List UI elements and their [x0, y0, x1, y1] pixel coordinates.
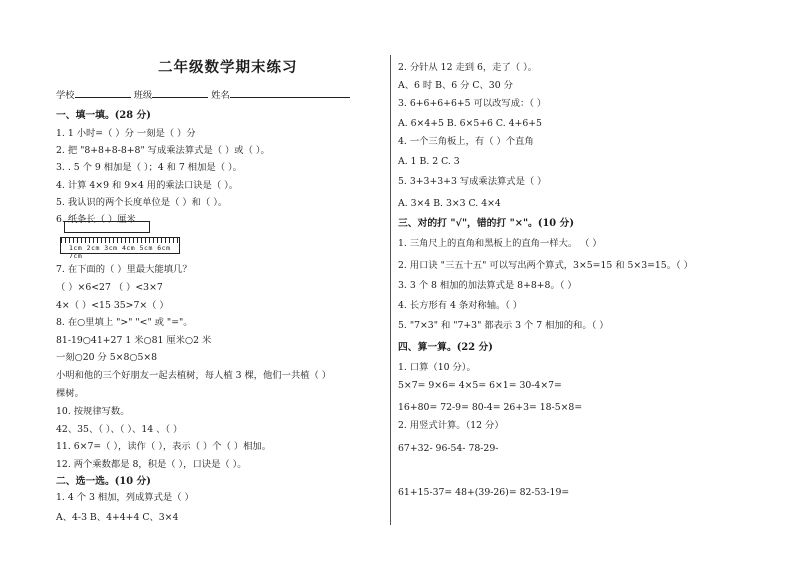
ruler-image — [60, 237, 180, 260]
name-blank[interactable] — [230, 88, 350, 98]
question-line: 棵树。 — [56, 388, 84, 399]
question-line: 11. 6×7=（ ），读作（ ），表示（ ）个（ ）相加。 — [56, 441, 272, 452]
question-line: 3. 3 个 8 相加的加法算式是 8+8+8。（ ） — [398, 280, 577, 291]
question-line: 3. . 5 个 9 相加是（ ）；4 和 7 相加是（ ）。 — [56, 162, 242, 173]
question-line: 小明和他的三个好朋友一起去植树，每人植 3 棵，他们一共植（ ） — [56, 370, 332, 381]
question-line: A、6 时 B、6 分 C、30 分 — [398, 80, 513, 91]
question-line: 1. 口算（10 分）。 — [398, 362, 476, 373]
question-line: 1. 三角尺上的直角和黑板上的直角一样大。 （ ） — [398, 238, 602, 249]
question-line: 6. 纸条长（ ）厘米 — [56, 214, 136, 225]
student-info-row — [56, 88, 350, 102]
page-title: 二年级数学期末练习 — [158, 59, 298, 76]
question-line: 3. 6+6+6+6+5 可以改写成：（ ） — [398, 98, 547, 109]
question-line: A. 1 B. 2 C. 3 — [398, 156, 460, 167]
question-line: 7. 在下面的（ ）里最大能填几？ — [56, 264, 192, 275]
question-line: 1. 1 小时=（ ）分 一刻是（ ）分 — [56, 128, 196, 139]
question-line: 10. 按规律写数。 — [56, 406, 130, 417]
question-line: 一刻○20 分 5×8○5×8 — [56, 352, 158, 363]
question-line: （ ）×6<27 （ ）<3×7 — [56, 282, 163, 293]
question-line: 61+15-37= 48+(39-26)= 82-53-19= — [398, 487, 570, 498]
question-line: A. 6×4+5 B. 6×5+6 C. 4+6+5 — [398, 118, 542, 129]
school-blank[interactable] — [75, 88, 131, 98]
ruler-label: 1cm 2cm 3cm 4cm 5cm 6cm 7cm — [69, 244, 171, 260]
question-line: 2. 分针从 12 走到 6，走了（ ）。 — [398, 62, 538, 73]
section-heading: 二、选一选。(10 分) — [56, 476, 151, 487]
question-line: 2. 用竖式计算。（12 分） — [398, 420, 504, 431]
question-line: 16+80= 72-9= 80-4= 26+3= 18-5×8= — [398, 402, 583, 413]
question-line: 4. 一个三角板上，有（ ）个直角 — [398, 136, 534, 147]
question-line: 4. 计算 4×9 和 9×4 用的乘法口诀是（ ）。 — [56, 180, 239, 191]
column-divider — [390, 55, 391, 525]
question-line: 5. 我认识的两个长度单位是（ ）和（ ）。 — [56, 197, 228, 208]
question-line: 2. 把 "8+8+8-8+8" 写成乘法算式是（ ）或（ ）。 — [56, 145, 270, 156]
section-heading: 一、填一填。(28 分) — [56, 110, 151, 121]
question-line: 8. 在○里填上 ">" "<" 或 "="。 — [56, 317, 193, 328]
question-line: A. 3×4 B. 3×3 C. 4×4 — [398, 198, 501, 209]
class-label: 班级 — [133, 90, 153, 101]
class-blank[interactable] — [152, 88, 208, 98]
name-label: 姓名 — [211, 90, 230, 101]
question-line: 42、35、（ ）、（ ）、14 、（ ） — [56, 424, 183, 435]
section-heading: 三、对的打 "√"，错的打 "×"。(10 分) — [398, 218, 574, 229]
question-line: 5. "7×3" 和 "7+3" 都表示 3 个 7 相加的和。（ ） — [398, 320, 609, 331]
question-line: A、4-3 B、4+4+4 C、3×4 — [56, 512, 179, 523]
section-heading: 四、算一算。(22 分) — [398, 342, 493, 353]
school-label: 学校 — [56, 90, 75, 101]
question-line: 5×7= 9×6= 4×5= 6×1= 30-4×7= — [398, 380, 562, 391]
question-line: 12. 两个乘数都是 8，积是（ ），口诀是（ ）。 — [56, 459, 247, 470]
question-line: 67+32- 96-54- 78-29- — [398, 443, 499, 454]
question-line: 4. 长方形有 4 条对称轴。（ ） — [398, 300, 523, 311]
paper-strip — [64, 221, 150, 233]
question-line: 1. 4 个 3 相加，列成算式是（ ） — [56, 492, 194, 503]
question-line: 2. 用口诀 "三五十五" 可以写出两个算式，3×5=15 和 5×3=15。（ ） — [398, 260, 693, 271]
question-line: 5. 3+3+3+3 写成乘法算式是（ ） — [398, 176, 547, 187]
question-line: 4×（ ）<15 35>7×（ ） — [56, 300, 169, 311]
question-line: 81-19○41+27 1 米○81 厘米○2 米 — [56, 335, 212, 346]
